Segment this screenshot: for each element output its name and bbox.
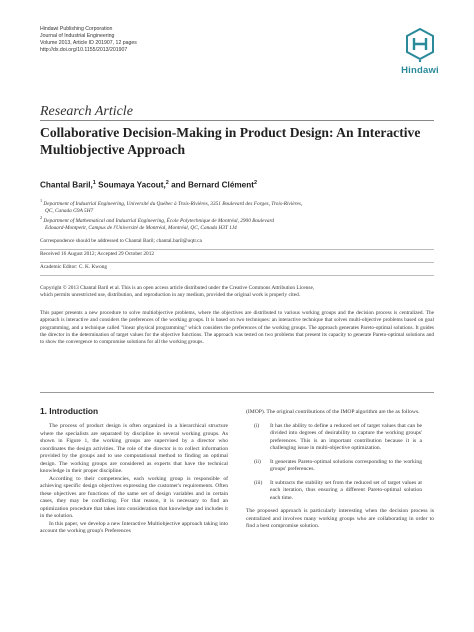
affiliation-1 [40, 197, 440, 215]
author-2-aff: 2 [165, 180, 169, 186]
received-dates: Received 16 August 2012; Accepted 29 October 2012 [40, 251, 155, 257]
divider [40, 262, 434, 263]
academic-editor: Academic Editor: C. K. Kwong [40, 264, 108, 270]
doi-link[interactable]: http://dx.doi.org/10.1155/2013/201907 [40, 47, 128, 53]
author-1-aff: 1 [92, 180, 96, 186]
author-2: Soumaya Yacout, [98, 180, 166, 190]
paragraph: In this paper, we develop a new Interactive Multiobjective approach taking into account the working group's Preferences [40, 520, 228, 534]
list-marker: (iii) [254, 479, 263, 486]
correspondence: Correspondence should be addressed to Chantal Baril; chantal.baril@uqtr.ca [40, 238, 202, 244]
logo-wordmark: Hindawi [401, 65, 439, 76]
section-heading: 1. Introduction [40, 406, 99, 416]
journal-name: Journal of Industrial Engineering [40, 33, 115, 39]
volume-info: Volume 2013, Article ID 201907, 12 pages [40, 40, 137, 46]
aff-1-marker: 1 [40, 198, 43, 203]
copyright-line-1: Copyright © 2013 Chantal Baril et al. This is an open access article distributed under the Creative Commons Attribution License, [40, 285, 315, 291]
column-left [40, 423, 228, 536]
paragraph: The proposed approach is particularly interesting when the decision process is centralized and involves many working groups who are collaborating in order to find a best compromise solution. [246, 508, 434, 529]
list-item [246, 459, 434, 474]
divider [40, 275, 434, 276]
list-marker: (ii) [254, 458, 261, 465]
list-item [246, 480, 434, 503]
list-text: It generates Pareto-optimal solutions corresponding to the working groups' preferences. [270, 458, 422, 472]
title-line-2: Multiobjective Approach [40, 142, 186, 157]
author-1: Chantal Baril, [40, 180, 93, 190]
list-item [246, 423, 434, 453]
list-text: It subtracts the stability set from the reduced set of target values at each iteration, thus ensuring a different Pareto-optimal solution each time. [270, 479, 422, 501]
paragraph: The process of product design is often organized in a hierarchical structure where the specialists are separated by discipline in several working groups. As shown in Figure 1, the working groups are supervised by a director who coordinates the design activities. The role of the director is to collect information provided by the groups and to use computational method to finding an optimal design. The working groups are considered as experts that have the technical knowledge in their proper discipline. [40, 423, 228, 474]
copyright [40, 285, 434, 299]
abstract: This paper presents a new procedure to solve multiobjective problems, where the objectives are distributed to various working groups and the decision process is centralized. The approach is interactive and considers the preferences of the working groups. It is based on two techniques: an interactive technique that solves multi-objective problems based on goal programming, and a technique called "linear physical programming" which considers the preferences of the working groups. The approach generates Pareto-optimal solutions. It guides the director in the determination of target values for the objective functions. The approach was tested on two problems that present its capacity to generate Pareto-optimal solutions and to show the convergence to compromise solutions for all the working groups. [40, 310, 434, 346]
paper-title [40, 124, 434, 158]
aff-2-line-2: Edouard-Montpetit, Campus de l'Université de Montréal, Montréal, QC, Canada H3T 1J4 [45, 224, 237, 231]
paragraph: According to their competencies, each working group is responsible of achieving specific design objectives expressing the customer's requirements. Often these objectives are functions of the same set of design variables and in certain cases, they may be conflicting. For that reason, it is necessary to find an optimization procedure that takes into consideration that knowledge and includes it in the solution. [40, 475, 228, 519]
publisher: Hindawi Publishing Corporation [40, 26, 113, 32]
copyright-line-2: which permits unrestricted use, distribution, and reproduction in any medium, provided the original work is properly cited. [40, 292, 301, 299]
list-text: It has the ability to define a reduced set of target values that can be divided into degrees of desirability to capture the working groups' preferences. This is an important contribution because it is a challenging issue in multi-objective optimization. [270, 422, 422, 451]
article-type: Research Article [40, 104, 133, 119]
aff-1-line-2: QC, Canada G9A 5H7 [45, 207, 94, 214]
author-3-aff: 2 [253, 180, 257, 186]
aff-2-line-1: Department of Mathematical and Industrial Engineering, École Polytechnique de Montréal, 2900 Boulevard [43, 217, 275, 224]
aff-1-line-1: Department of Industrial Engineering, Université du Québec à Trois-Rivières, 3351 Boulevard des Forges, Trois-Rivières, [43, 200, 303, 207]
author-3: and Bernard Clément [171, 180, 254, 190]
hindawi-logo-icon [405, 28, 435, 64]
title-divider [40, 120, 434, 121]
aff-2-marker: 2 [40, 215, 43, 220]
column-right [246, 409, 434, 531]
author-list [40, 180, 257, 190]
list-marker: (i) [254, 422, 260, 429]
divider [40, 249, 434, 250]
paragraph: (IMOP). The original contributions of the IMOP algorithm are the as follows. [246, 409, 420, 415]
title-line-1: Collaborative Decision-Making in Product Design: An Interactive [40, 125, 421, 140]
publisher-logo [398, 28, 442, 80]
affiliation-2 [40, 214, 440, 232]
abstract-divider [40, 392, 434, 393]
journal-meta [40, 26, 137, 54]
